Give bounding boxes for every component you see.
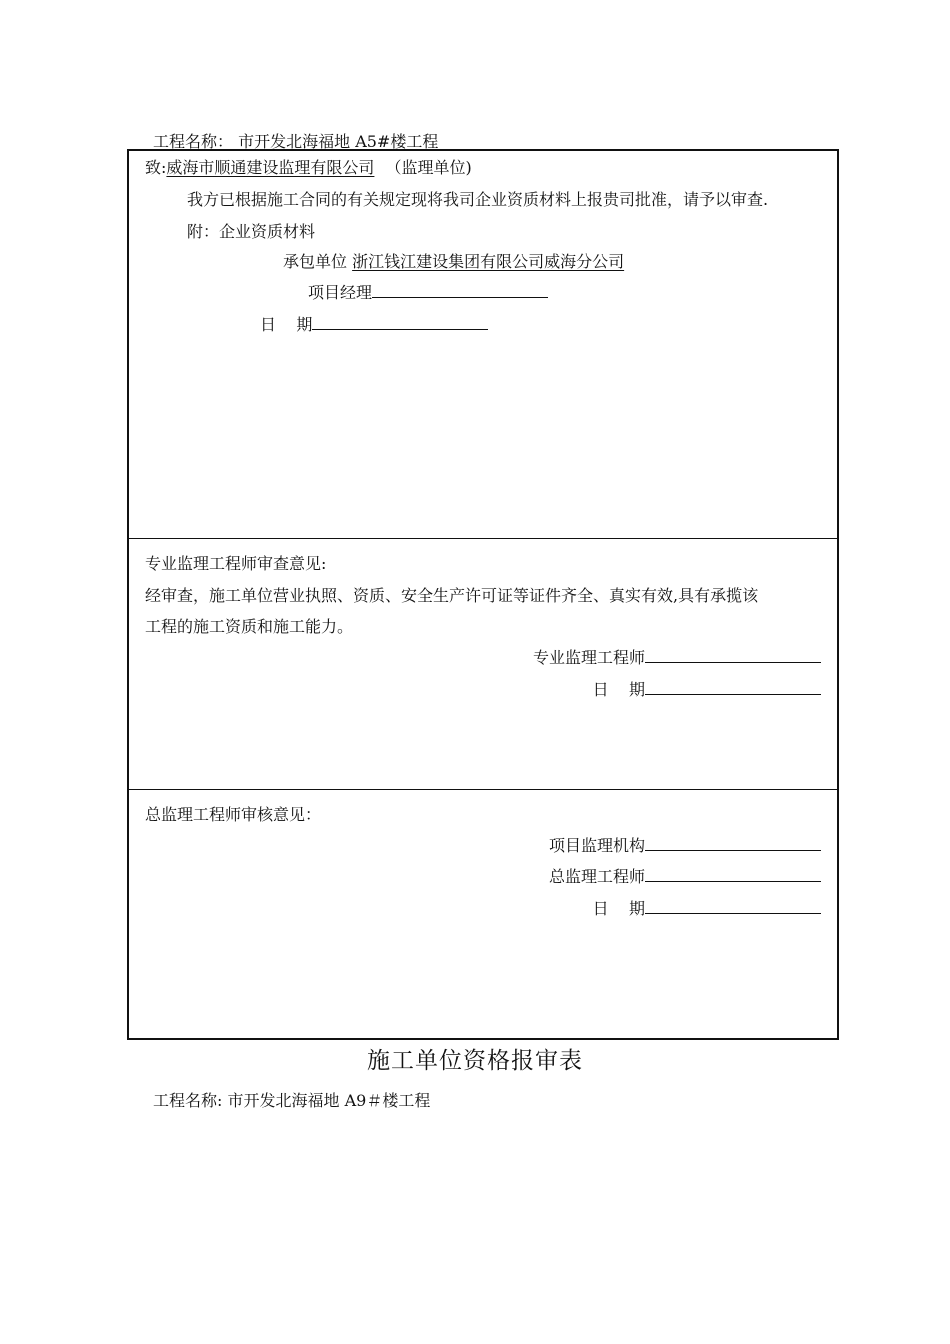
addressee-row <box>145 155 472 178</box>
date-row-1 <box>260 312 488 335</box>
review-opinion-line-2: 工程的施工资质和施工能力。 <box>145 617 354 636</box>
chief-signature-row <box>549 864 821 887</box>
project-name-row-2 <box>153 1088 430 1111</box>
org-signature-line <box>645 834 821 851</box>
addressee-prefix: 致: <box>145 158 167 177</box>
section-divider-1 <box>129 538 837 539</box>
engineer-signature-line <box>645 646 821 663</box>
engineer-review-heading: 专业监理工程师审查意见: <box>145 554 327 573</box>
contractor-label: 承包单位 <box>283 252 348 271</box>
addressee-unit: 威海市顺通建设监理有限公司 <box>166 158 375 177</box>
contractor-row <box>283 249 624 272</box>
attachment-text: 附：企业资质材料 <box>187 222 316 241</box>
project-name-label-2: 工程名称: <box>153 1091 223 1110</box>
date-line-1 <box>312 313 488 330</box>
date-label-1: 日 期 <box>260 315 313 334</box>
engineer-label: 专业监理工程师 <box>532 648 645 667</box>
project-name-value-2: 市开发北海福地 A9＃楼工程 <box>227 1091 431 1110</box>
org-label: 项目监理机构 <box>548 836 645 855</box>
org-signature-row <box>549 833 821 856</box>
manager-signature-row <box>308 280 548 303</box>
section-divider-2 <box>129 789 837 790</box>
date-row-3 <box>593 896 821 919</box>
review-opinion-line-1: 经审查，施工单位营业执照、资质、安全生产许可证等证件齐全、真实有效,具有承揽该 <box>145 586 759 605</box>
form-title: 施工单位资格报审表 <box>367 1048 583 1074</box>
addressee-suffix: （监理单位) <box>385 158 472 177</box>
date-label-3: 日 期 <box>592 899 645 918</box>
approval-form-table <box>127 149 839 1040</box>
engineer-signature-row <box>533 645 821 668</box>
manager-signature-line <box>372 281 548 298</box>
project-name-value: 市开发北海福地 A5#楼工程 <box>238 132 439 151</box>
date-row-2 <box>593 677 821 700</box>
date-line-2 <box>645 678 821 695</box>
contractor-name: 浙江钱江建设集团有限公司威海分公司 <box>352 252 625 271</box>
chief-signature-line <box>645 865 821 882</box>
chief-review-heading: 总监理工程师审核意见： <box>145 805 322 824</box>
date-label-2: 日 期 <box>592 680 645 699</box>
manager-label: 项目经理 <box>308 283 373 302</box>
chief-label: 总监理工程师 <box>548 867 645 886</box>
date-line-3 <box>645 897 821 914</box>
submission-text: 我方已根据施工合同的有关规定现将我司企业资质材料上报贵司批准，请予以审查. <box>187 190 769 209</box>
project-name-label: 工程名称： <box>153 132 234 151</box>
